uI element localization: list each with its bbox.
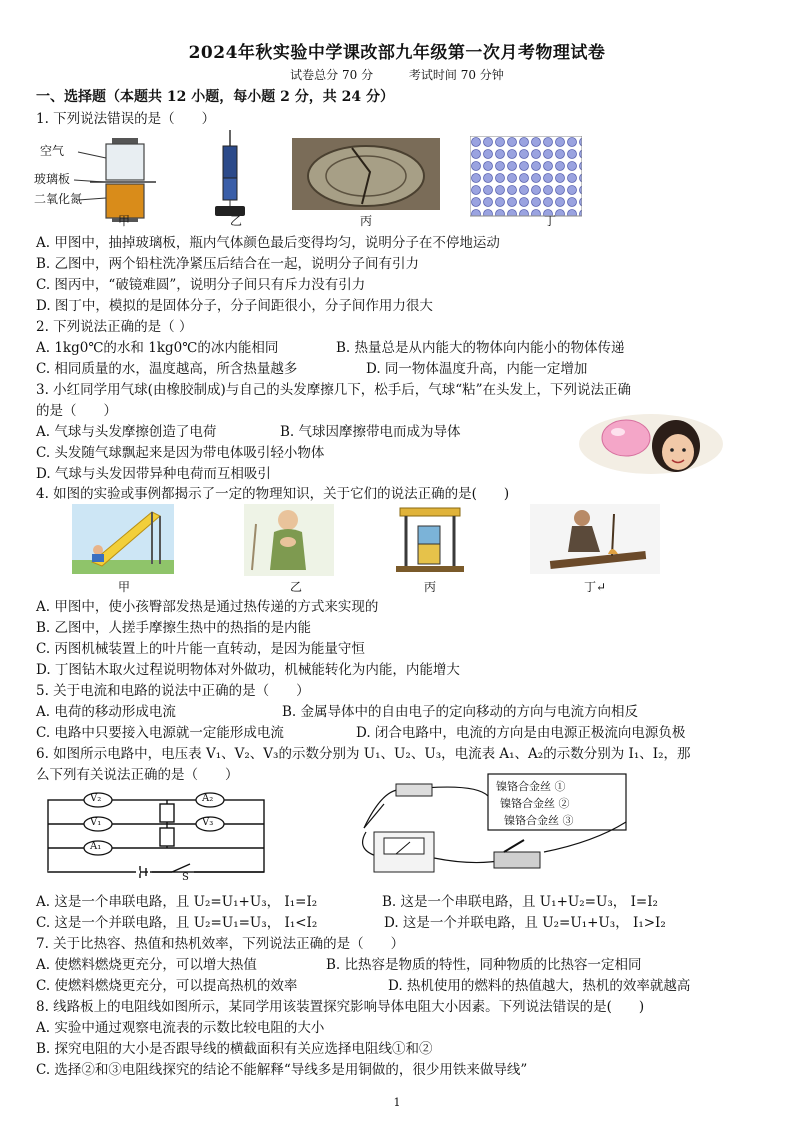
q6-option-c: C. 这是一个并联电路，且 U₂=U₁=U₃， I₁<I₂: [36, 915, 318, 931]
q4-label-ding: 丁↵: [584, 580, 607, 594]
resistance-wire-apparatus: [344, 772, 636, 882]
q4-option-c: C. 丙图机械装置上的叶片能一直转动，是因为能量守恒: [36, 641, 365, 657]
exam-subtitle: [0, 66, 794, 83]
meter-a2: A₂: [202, 793, 214, 804]
q8-option-c: C. 选择②和③电阻线探究的结论不能解释“导线多是用铜做的，很少用铁来做导线”: [36, 1062, 528, 1078]
q4-label-bing: 丙: [424, 580, 437, 594]
q4-option-a: A. 甲图中，使小孩臀部发热是通过热传递的方式来实现的: [36, 599, 379, 615]
label-glass: 玻璃板: [34, 172, 71, 186]
label-yi: 乙: [230, 214, 243, 228]
q5-option-d: D. 闭合电路中，电流的方向是由电源正极流向电源负极: [356, 725, 686, 741]
q6-stem-line1: 6. 如图所示电路中，电压表 V₁、V₂、V₃的示数分别为 U₁、U₂、U₃，电流表 A₁、A₂的示数分别为 I₁、I₂，那: [36, 746, 691, 762]
q8-option-b: B. 探究电阻的大小是否跟导线的横截面积有关应选择电阻线①和②: [36, 1041, 433, 1057]
q6-option-d: D. 这是一个并联电路，且 U₂=U₁+U₃， I₁>I₂: [384, 915, 666, 931]
q2-option-c: C. 相同质量的水，温度越高，所含热量越多: [36, 361, 298, 377]
q3-option-c: C. 头发随气球飘起来是因为带电体吸引轻小物体: [36, 445, 325, 461]
meter-v3: V₃: [202, 817, 214, 828]
q6-circuit-diagram: [40, 790, 272, 878]
q3-figure-balloon: [576, 408, 726, 476]
total-score: 试卷总分 70 分: [290, 68, 374, 82]
q6-option-b: B. 这是一个串联电路，且 U₁+U₂=U₃， I=I₂: [382, 894, 658, 910]
switch-s: S: [182, 872, 189, 883]
q7-option-b: B. 比热容是物质的特性，同种物质的比热容一定相同: [326, 957, 642, 973]
label-bing: 丙: [360, 214, 373, 228]
q7-option-a: A. 使燃料燃烧更充分，可以增大热值: [36, 957, 257, 973]
q4-figure-ding: [530, 504, 660, 574]
q4-figure-yi: [244, 504, 334, 576]
q1-stem: 1. 下列说法错误的是（ ）: [36, 111, 216, 127]
q6-stem-line2: 么下列有关说法正确的是（ ）: [36, 767, 239, 783]
q1-figure-bing: [292, 138, 440, 210]
q1-figure-yi: [205, 128, 255, 224]
q2-option-b: B. 热量总是从内能大的物体向内能小的物体传递: [336, 340, 625, 356]
q3-stem-line2: 的是（ ）: [36, 403, 117, 419]
label-ding: 丁: [544, 214, 557, 228]
q7-option-d: D. 热机使用的燃料的热值越大，热机的效率就越高: [388, 978, 691, 994]
q4-option-d: D. 丁图钻木取火过程说明物体对外做功，机械能转化为内能，内能增大: [36, 662, 460, 678]
q3-option-b: B. 气球因摩擦带电而成为导体: [280, 424, 461, 440]
q4-option-b: B. 乙图中，人搓手摩擦生热中的热指的是内能: [36, 620, 312, 636]
label-no2: 二氧化氮: [34, 192, 83, 206]
exam-time: 考试时间 70 分钟: [408, 68, 504, 82]
q4-label-yi: 乙: [290, 580, 303, 594]
wire-label-3: 镍铬合金丝 ③: [504, 814, 574, 827]
label-air: 空气: [40, 144, 65, 158]
q3-option-d: D. 气球与头发因带异种电荷而互相吸引: [36, 466, 271, 482]
q1-option-a: A. 甲图中，抽掉玻璃板，瓶内气体颜色最后变得均匀，说明分子在不停地运动: [36, 235, 500, 251]
q4-figure-bing: [396, 504, 464, 574]
q6-option-a: A. 这是一个串联电路，且 U₂=U₁+U₃， I₁=I₂: [36, 894, 318, 910]
q2-option-d: D. 同一物体温度升高，内能一定增加: [366, 361, 588, 377]
page-number: 1: [393, 1096, 401, 1109]
q7-stem: 7. 关于比热容、热值和热机效率，下列说法正确的是（ ）: [36, 936, 405, 952]
meter-v2: V₂: [90, 793, 102, 804]
q5-option-c: C. 电路中只要接入电源就一定能形成电流: [36, 725, 284, 741]
q8-option-a: A. 实验中通过观察电流表的示数比较电阻的大小: [36, 1020, 325, 1036]
q7-option-c: C. 使燃料燃烧更充分，可以提高热机的效率: [36, 978, 298, 994]
q3-option-a: A. 气球与头发摩擦创造了电荷: [36, 424, 217, 440]
q5-option-a: A. 电荷的移动形成电流: [36, 704, 176, 720]
label-jia: 甲: [118, 214, 131, 228]
q5-option-b: B. 金属导体中的自由电子的定向移动的方向与电流方向相反: [282, 704, 639, 720]
q2-stem: 2. 下列说法正确的是（ ）: [36, 319, 193, 335]
wire-label-2: 镍铬合金丝 ②: [500, 797, 570, 810]
q8-stem: 8. 线路板上的电阻线如图所示，某同学用该装置探究影响导体电阻大小因素。下列说法错误的是( ): [36, 999, 645, 1015]
section-heading: 一、选择题（本题共 12 小题，每小题 2 分，共 24 分）: [36, 89, 394, 105]
q3-stem-line1: 3. 小红同学用气球(由橡胶制成)与自己的头发摩擦几下，松手后，气球“粘”在头发上，下列说法正确: [36, 382, 632, 398]
meter-a1: A₁: [90, 841, 102, 852]
q2-option-a: A. 1kg0℃的水和 1kg0℃的冰内能相同: [36, 340, 279, 356]
q4-stem: 4. 如图的实验或事例都揭示了一定的物理知识，关于它们的说法正确的是( ): [36, 486, 510, 502]
q1-option-b: B. 乙图中，两个铅柱洗净紧压后结合在一起，说明分子间有引力: [36, 256, 420, 272]
q1-option-d: D. 图丁中，模拟的是固体分子，分子间距很小，分子间作用力很大: [36, 298, 433, 314]
q4-figure-jia: [72, 504, 174, 574]
wire-label-1: 镍铬合金丝 ①: [496, 780, 566, 793]
q4-label-jia: 甲: [118, 580, 131, 594]
q5-stem: 5. 关于电流和电路的说法中正确的是（ ）: [36, 683, 310, 699]
q1-option-c: C. 图丙中，“破镜难圆”，说明分子间只有斥力没有引力: [36, 277, 366, 293]
q1-figure-ding: [470, 136, 582, 222]
meter-v1: V₁: [90, 817, 102, 828]
exam-title: 2024年秋实验中学课改部九年级第一次月考物理试卷: [188, 43, 606, 63]
